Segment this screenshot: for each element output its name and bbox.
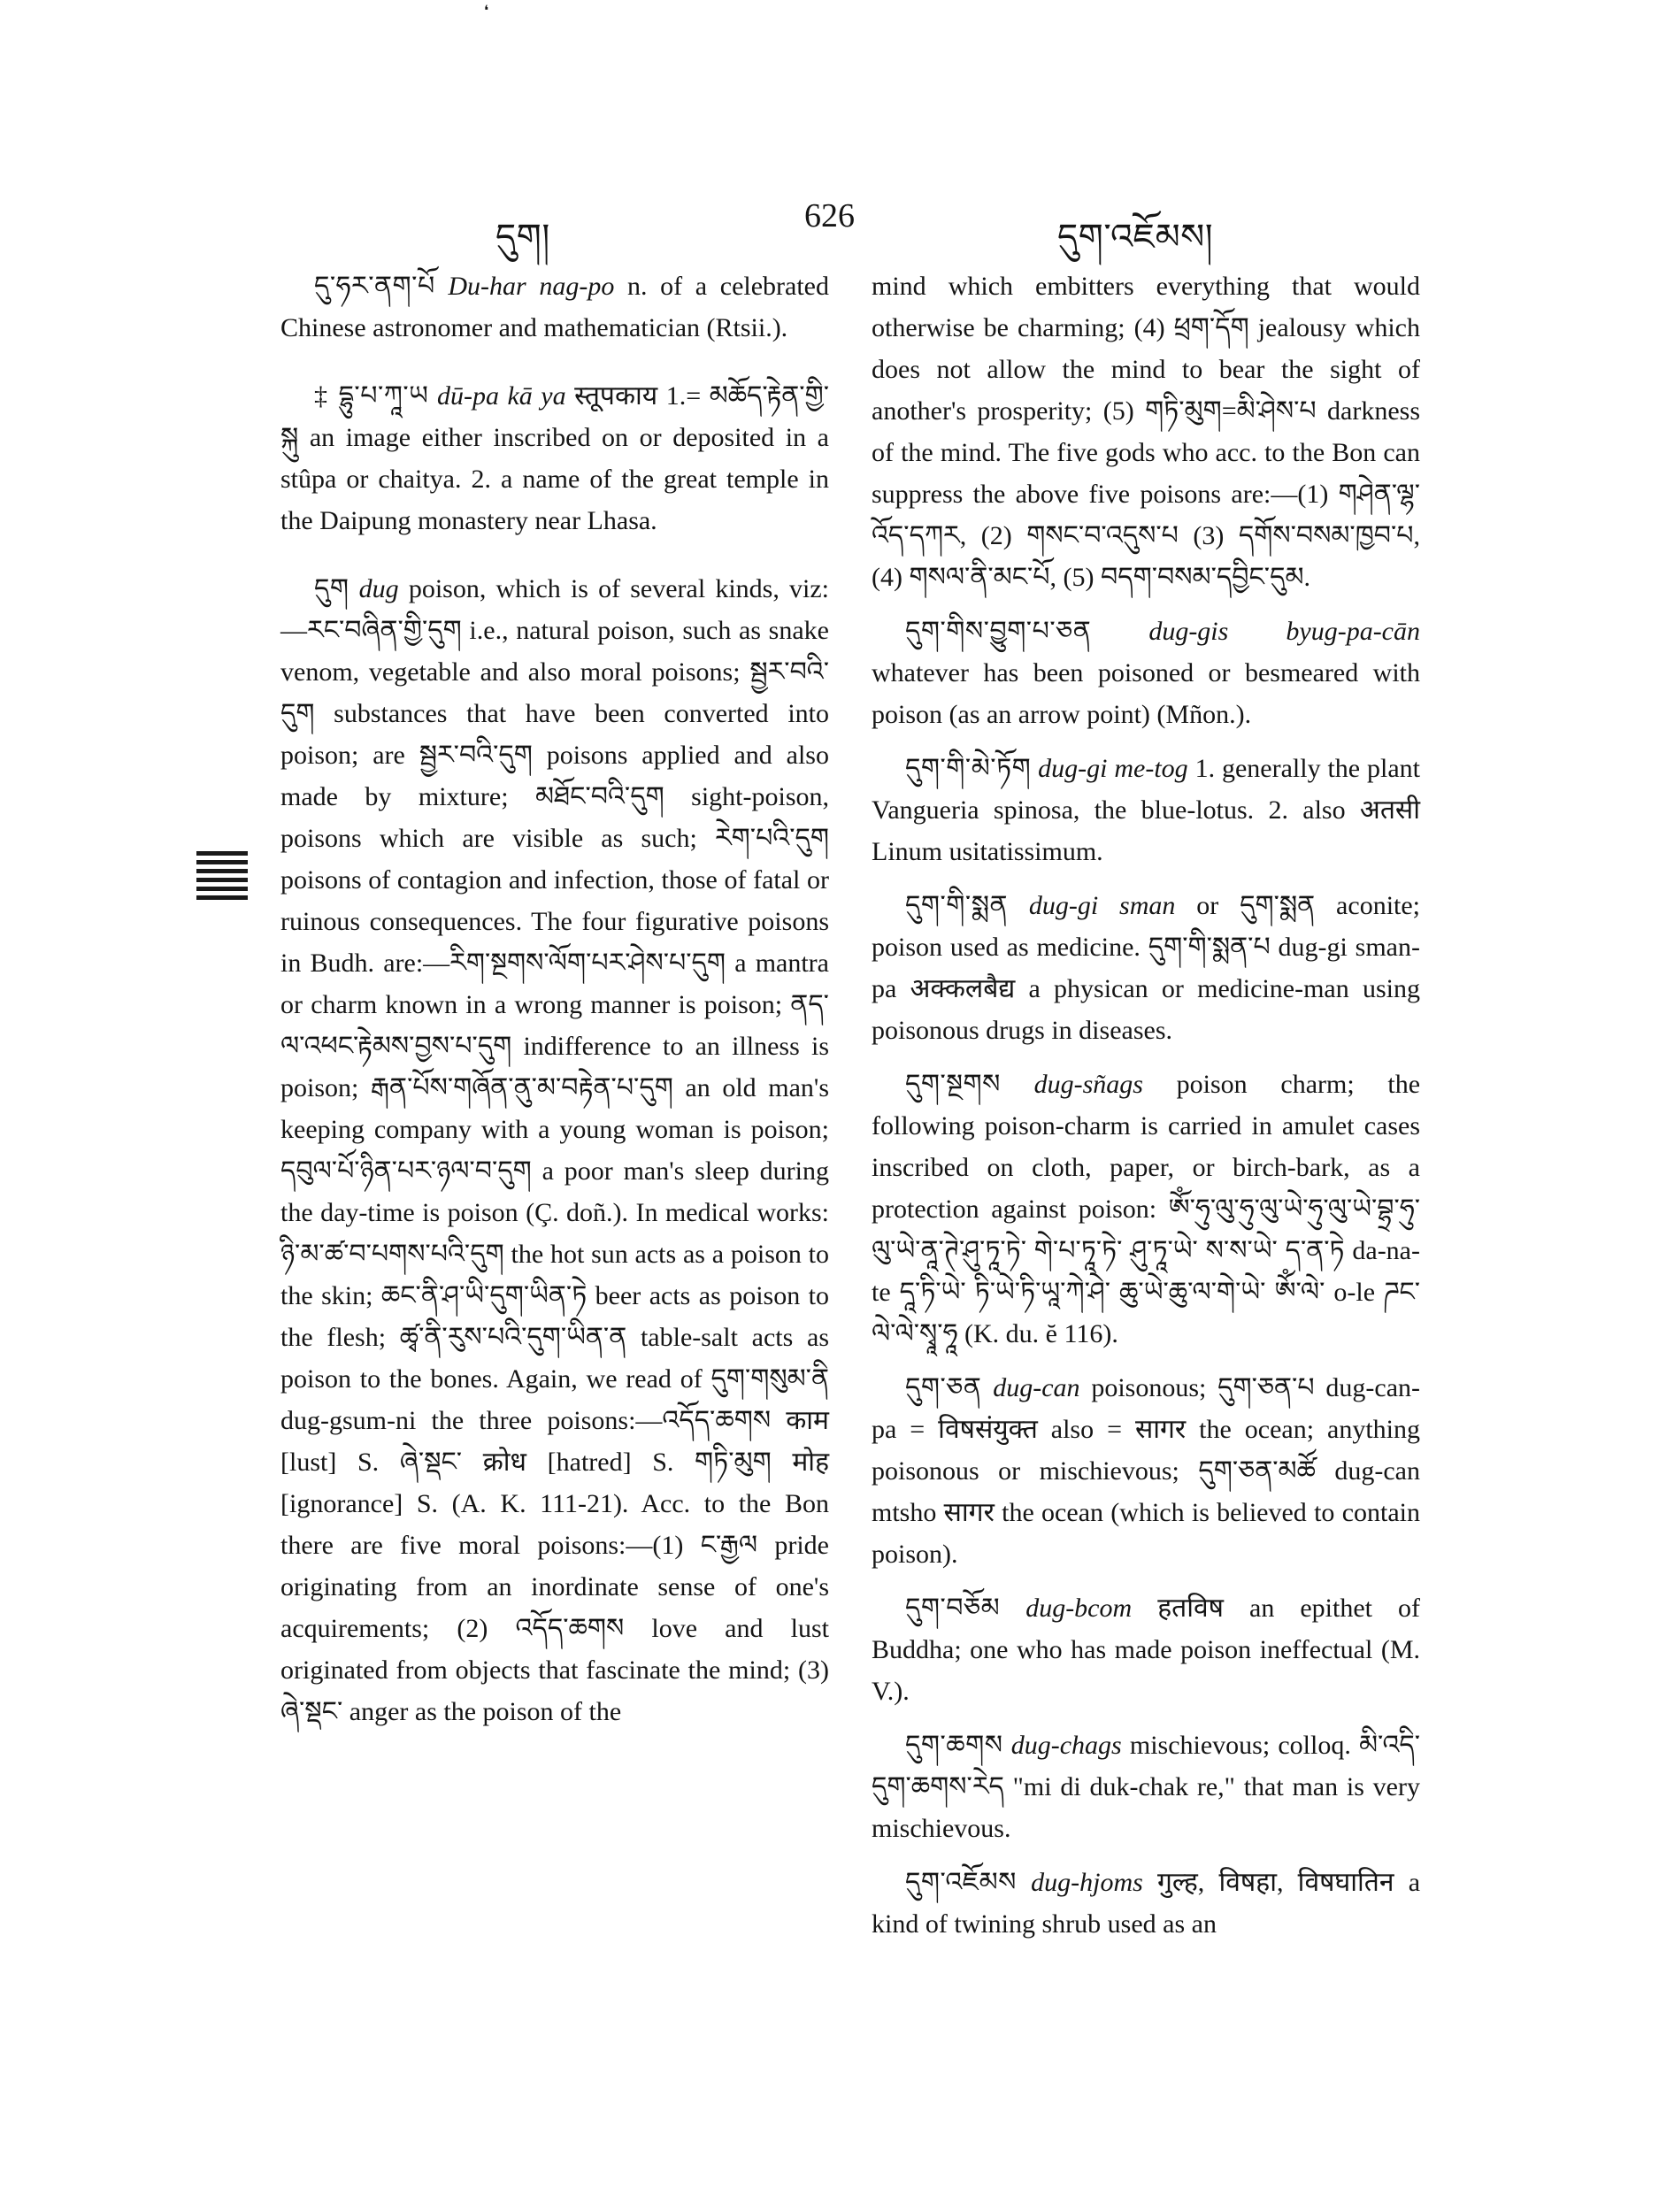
entry-definition: स्तूपकाय 1.= མཆོད་རྟེན་གྱི་སྐུ an image either inscribed on or deposited in a stûpa or chaitya. 2. a name of the great temple in the Daipung monastery near Lhasa. (280, 381, 830, 535)
dictionary-entry (872, 611, 1420, 735)
entry-definition: poisonous; དུག་ཅན་པ dug-can-pa = विषसंयुक्त also = सागर the ocean; anything poisonous or mischievous; དུག་ཅན་མཚོ dug-can mtsho सागर the ocean (which is believed to contain poison). (872, 1373, 1420, 1569)
entry-transliteration: dug-gi sman (1028, 891, 1176, 920)
dictionary-entry (872, 1064, 1420, 1355)
dictionary-entry (280, 568, 829, 1732)
entry-headword: དུག་གིས་བྱུག་པ་ཅན (905, 617, 1092, 646)
entry-headword: དུ་ཧར་ནག་པོ (314, 272, 435, 301)
entry-headword: དུག་བཅོམ (905, 1594, 1001, 1623)
entry-transliteration: dug-chags (1010, 1731, 1122, 1760)
entry-transliteration: dug-bcom (1025, 1594, 1133, 1623)
entry-headword: དུག་ཅན (905, 1373, 982, 1402)
entry-headword: དུག་གི་སྨན (905, 891, 1008, 920)
entry-definition: 1. generally the plant Vangueria spinosa, the blue-lotus. 2. also अतसी Linum usitatissimum. (872, 754, 1421, 866)
entry-transliteration: dug (358, 574, 399, 603)
entry-definition: गुल्ह, विषहा, विषघातिन a kind of twining shrub used as an (872, 1868, 1421, 1939)
page-header (0, 196, 1659, 257)
entry-transliteration: Du-har nag-po (448, 272, 615, 301)
headword-left: དུག། (495, 217, 550, 257)
headword-right: དུག་འཇོམས། (1057, 217, 1214, 257)
dictionary-entry (872, 1724, 1420, 1849)
dictionary-entry (872, 885, 1420, 1051)
entry-headword: དུག་གི་མེ་ཏོག (905, 754, 1032, 783)
dictionary-entry (872, 1862, 1420, 1945)
entry-headword: དུག (314, 574, 349, 603)
dictionary-entry (280, 375, 829, 541)
entry-definition: mischievous; colloq. མི་འདི་དུག་ཆགས་རེད "mi di duk-chak re," that man is very mischievous. (872, 1731, 1421, 1843)
entry-definition: poison, which is of several kinds, viz:—རང་བཞིན་གྱི་དུག i.e., natural poison, such as snake venom, vegetable and also moral poisons; སྦྱར་བའི་དུག substances that have been converted into poison; are སྦྱར་བའི་དུག poisons applied and also made by mixture; མཐོང་བའི་དུག sight-poison, poisons which are visible as such; རེག་པའི་དུག poisons of contagion and infection, those of fatal or ruinous consequences. The four figurative poisons in Budh. are:—རིག་སྔགས་ལོག་པར་ཤེས་པ་དུག a mantra or charm known in a wrong manner is poison; ནད་ལ་འཕང་རྟེམས་བྱས་པ་དུག indifference to an illness is poison; རྒན་པོས་གཞོན་ནུ་མ་བརྟེན་པ་དུག an old man's keeping company with a young woman is poison; དབུལ་པོ་ཉིན་པར་ཉལ་བ་དུག a poor man's sleep during the day-time is poison (Ç. doñ.). In medical works: ཉི་མ་ཚ་བ་པགས་པའི་དུག the hot sun acts as a poison to the skin; ཆང་ནི་ཤ་ཡི་དུག་ཡིན་ཏེ beer acts as poison to the flesh; ཚྭ་ནི་རུས་པའི་དུག་ཡིན་ན table-salt acts as poison to the bones. Again, we read of དུག་གསུམ་ནི dug-gsum-ni the three poisons:—འདོད་ཆགས काम [lust] S. ཞེ་སྡང་ क्रोध [hatred] S. གཏི་མུག मोह [ignorance] S. (A. K. 111-21). Acc. to the Bon there are five moral poisons:—(1) ང་རྒྱལ pride originating from an inordinate sense of one's acquirements; (2) འདོད་ཆགས love and lust originated from objects that fascinate the mind; (3) ཞེ་སྡང་ anger as the poison of the (280, 574, 829, 1726)
entry-definition: हतविष an epithet of Buddha; one who has made poison ineffectual (M. V.). (872, 1594, 1420, 1706)
entry-transliteration: dug-can (993, 1373, 1080, 1402)
entry-definition: or དུག་སྨན aconite; poison used as medicine. དུག་གི་སྨན་པ dug-gi sman-pa अक्कलबैद्य a physican or medicine-man using poisonous drugs in diseases. (872, 891, 1421, 1045)
entry-headword: དུག་ཆགས (905, 1731, 1003, 1760)
entry-headword: ‡ དྷུ་པ་ཀཱ་ཡ (314, 381, 429, 411)
thumb-index-mark (196, 851, 248, 911)
entry-definition: mind which embitters everything that would otherwise be charming; (4) ཕྲག་དོག jealousy which does not allow the mind to bear the sight of another's prosperity; (5) གཏི་མུག=མི་ཤེས་པ darkness of the mind. The five gods who acc. to the Bon can suppress the above five poisons are:—(1) གཤེན་ལྷ་འོད་དཀར, (2) གསང་བ་འདུས་པ (3) དགོས་བསམ་ཁྱབ་པ, (4) གསལ་ནི་མང་པོ, (5) བདག་བསམ་དབྱིང་དུམ. (872, 272, 1420, 592)
entry-headword: དུག་སྔགས (905, 1070, 1001, 1099)
entry-definition: n. of a celebrated Chinese astronomer and mathematician (Rtsii.). (280, 272, 829, 342)
dictionary-entry (872, 1587, 1420, 1712)
stray-mark: ❛ (484, 4, 489, 19)
entry-transliteration: dug-gi me-tog (1038, 754, 1188, 783)
entry-transliteration: dug-sñags (1033, 1070, 1143, 1099)
dictionary-entry (280, 265, 829, 349)
dictionary-entry (872, 748, 1420, 872)
right-column (872, 265, 1420, 1957)
dictionary-entry (872, 1367, 1420, 1575)
entry-headword: དུག་འཇོམས (905, 1868, 1017, 1897)
entry-definition: poison charm; the following poison-charm is carried in amulet cases inscribed on cloth, paper, or birch-bark, as a protection against poison: ཨོཾ་ཧུ་ལུ་ཧུ་ལུ་ཡེ་ཧུ་ལུ་ཡེ་བྷྲ་ཧུ་ལུ་ཡེ་ནཱ་ཊེ་ཤུ་ཏཱ་ཏེ་ གེ་པ་ཏཱ་ཏེ་ ཤུ་ཏཱ་ཡེ་ ས་ས་ཡེ་ ད་ན་ཏེ da-na-te དཱ་ཏི་ཡེ་ ཏི་ཡེ་ཏི་ཡཱ་ཀེ་ཤེ་ ཆུ་ཡེ་ཆུ་ལ་གེ་ཡེ་ ཨོཾ་ལེ་ o-le ཌང་ལེ་ལེ་སྭཱ་ཧཱ (K. du. ĕ 116). (872, 1070, 1421, 1348)
entry-transliteration: dug-gis byug-pa-cān (1148, 617, 1420, 646)
entry-transliteration: dū-pa kā ya (436, 381, 566, 411)
entry-definition: whatever has been poisoned or besmeared with poison (as an arrow point) (Mñon.). (872, 658, 1420, 729)
page-number: 626 (804, 197, 855, 234)
left-column (280, 265, 829, 1759)
dictionary-entry (872, 265, 1420, 598)
entry-transliteration: dug-hjoms (1031, 1868, 1143, 1897)
